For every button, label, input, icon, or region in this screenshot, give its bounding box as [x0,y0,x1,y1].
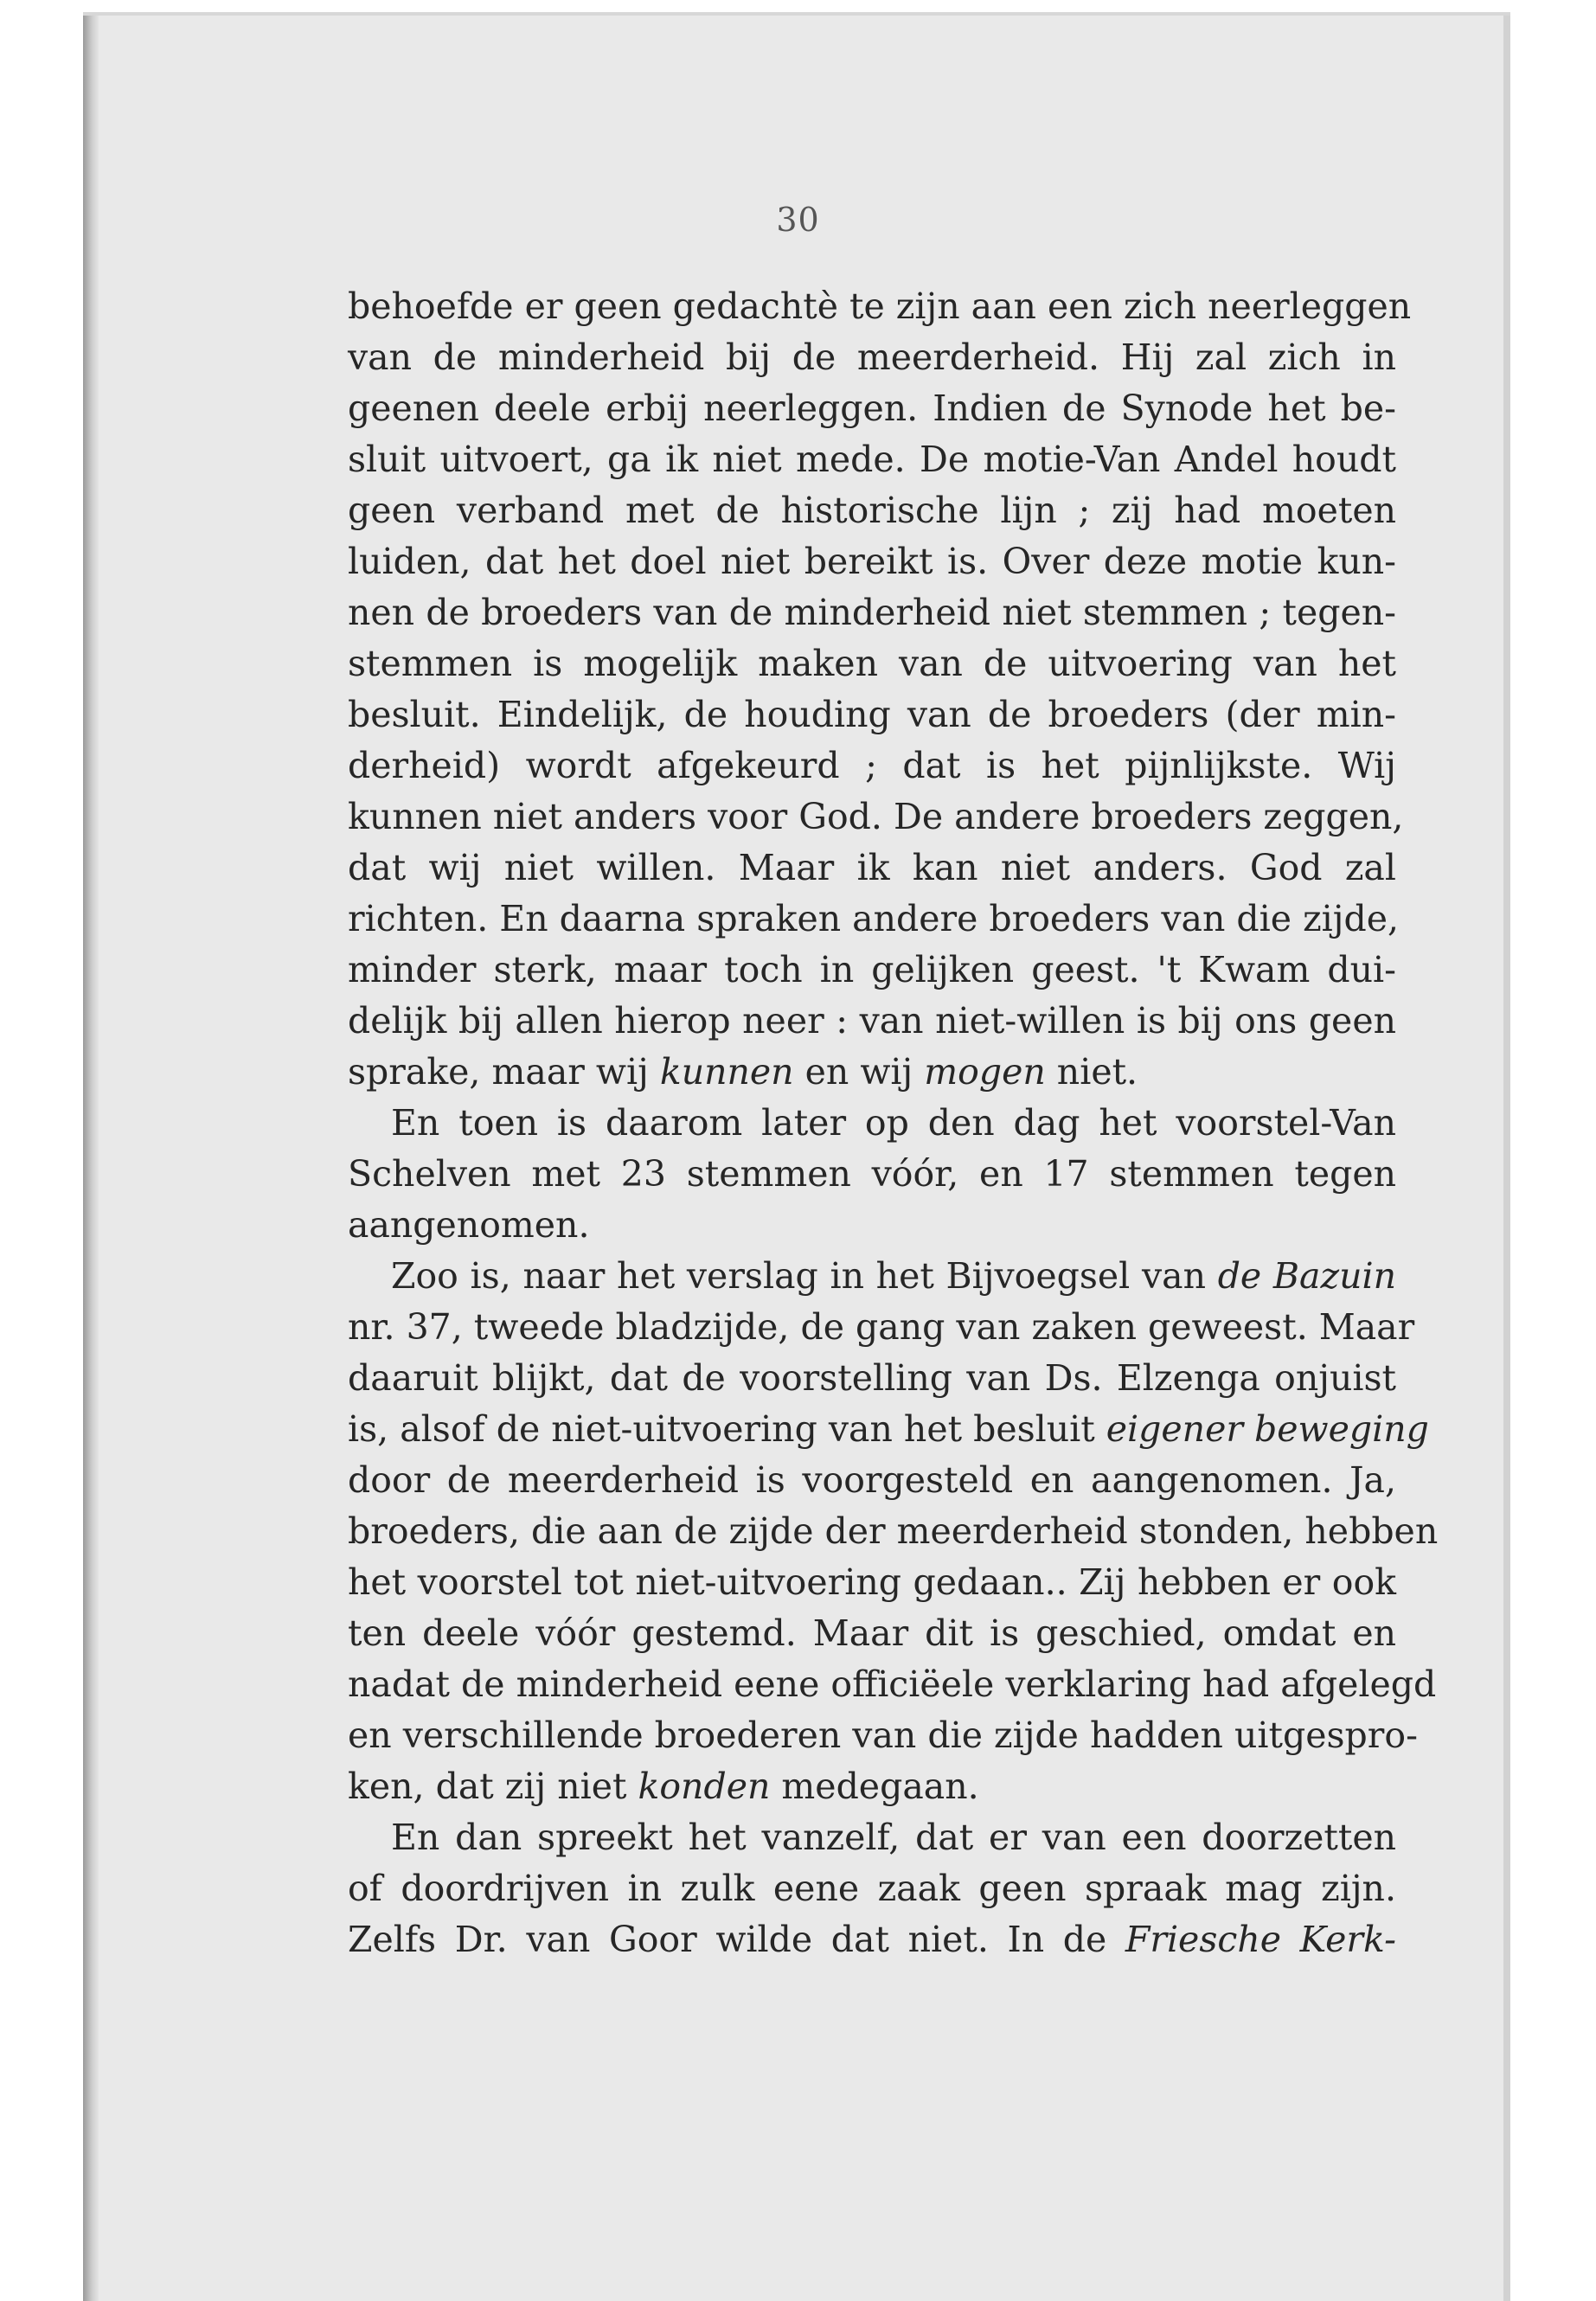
page-spine-shadow [83,12,99,2301]
italic-phrase: kunnen [659,1051,794,1093]
text-line: En dan spreekt het vanzelf, dat er van een doorzetten [391,1817,1396,1858]
text-line: dat wij niet willen. Maar ik kan niet anders. God zal [348,847,1396,888]
italic-phrase: de Bazuin [1217,1255,1396,1297]
italic-phrase: mogen [924,1051,1046,1093]
text-line: sluit uitvoert, ga ik niet mede. De motie-Van Andel houdt [348,439,1396,480]
paragraph [348,281,1412,1098]
text-line: delijk bij allen hierop neer : van niet-willen is bij ons geen [348,1000,1396,1042]
text-line: Zelfs Dr. van Goor wilde dat niet. In de Friesche Kerk- [348,1919,1396,1960]
text-line: nen de broeders van de minderheid niet stemmen ; tegen- [348,592,1396,633]
paragraph [348,1251,1439,1812]
page-right-edge [1503,12,1510,2301]
italic-phrase: eigener beweging [1106,1408,1429,1450]
text-line: luiden, dat het doel niet bereikt is. Over deze motie kun- [348,541,1396,582]
text-line: kunnen niet anders voor God. De andere broeders zeggen, [348,796,1404,837]
text-line: nadat de minderheid eene officiëele verklaring had afgelegd [348,1663,1437,1705]
text-line: Zoo is, naar het verslag in het Bijvoegsel van de Bazuin [391,1255,1396,1297]
text-line: het voorstel tot niet-uitvoering gedaan.. Zij hebben er ook [348,1561,1396,1603]
text-line: En toen is daarom later op den dag het voorstel-Van [391,1102,1396,1144]
text-line: Schelven met 23 stemmen vóór, en 17 stemmen tegen [348,1153,1396,1195]
text-line: sprake, maar wij kunnen en wij mogen niet. [348,1051,1138,1093]
text-line: richten. En daarna spraken andere broeders van die zijde, [348,898,1400,939]
paragraph [348,1812,1396,1965]
text-line: nr. 37, tweede bladzijde, de gang van zaken geweest. Maar [348,1306,1415,1348]
text-line: besluit. Eindelijk, de houding van de broeders (der min- [348,694,1396,735]
page-top-edge [83,12,1510,16]
text-line: of doordrijven in zulk eene zaak geen spraak mag zijn. [348,1868,1396,1909]
paragraph [348,1098,1396,1251]
italic-phrase: Friesche Kerk- [1125,1919,1396,1960]
text-line: stemmen is mogelijk maken van de uitvoering van het [348,643,1396,684]
text-line: aangenomen. [348,1204,590,1246]
text-line: derheid) wordt afgekeurd ; dat is het pijnlijkste. Wij [348,745,1396,786]
text-line: geen verband met de historische lijn ; zij had moeten [348,490,1396,531]
italic-phrase: konden [638,1766,771,1807]
page-number: 30 [776,201,820,239]
text-line: en verschillende broederen van die zijde hadden uitgespro- [348,1715,1418,1756]
body-text [348,281,1439,1965]
text-line: ken, dat zij niet konden medegaan. [348,1766,979,1807]
text-line: daaruit blijkt, dat de voorstelling van Ds. Elzenga onjuist [348,1357,1396,1399]
text-line: minder sterk, maar toch in gelijken geest. 't Kwam dui- [348,949,1396,990]
text-line: is, alsof de niet-uitvoering van het besluit eigener beweging [348,1408,1429,1450]
text-line: broeders, die aan de zijde der meerderheid stonden, hebben [348,1510,1439,1552]
text-line: geenen deele erbij neerleggen. Indien de Synode het be- [348,388,1396,429]
text-line: door de meerderheid is voorgesteld en aangenomen. Ja, [348,1459,1396,1501]
text-line: behoefde er geen gedachtè te zijn aan een zich neerleggen [348,285,1412,327]
text-line: van de minderheid bij de meerderheid. Hij zal zich in [348,336,1396,378]
text-line: ten deele vóór gestemd. Maar dit is geschied, omdat en [348,1612,1396,1654]
